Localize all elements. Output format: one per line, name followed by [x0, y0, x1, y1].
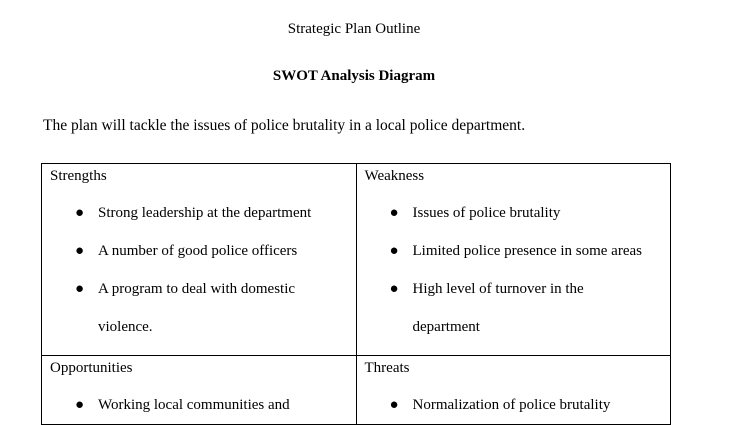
list-item-text-continued: department: [412, 319, 480, 335]
list-item-text: Normalization of police brutality: [412, 397, 611, 413]
bullet-icon: ●: [389, 243, 399, 259]
opportunities-cell: [42, 356, 357, 425]
bullet-icon: ●: [75, 243, 85, 259]
list-item: [365, 386, 671, 424]
list-item: [50, 386, 356, 424]
opportunities-heading: Opportunities: [50, 360, 133, 376]
list-item-text: High level of turnover in the: [412, 281, 584, 297]
bullet-icon: ●: [389, 205, 399, 221]
list-item-text: Working local communities and: [98, 397, 290, 413]
strengths-list: [50, 194, 356, 346]
document-title: Strategic Plan Outline: [287, 21, 421, 37]
weakness-heading: Weakness: [364, 168, 425, 184]
list-item-text: Issues of police brutality: [412, 205, 561, 221]
bullet-icon: ●: [389, 397, 399, 413]
threats-list: [365, 386, 671, 424]
list-item: [365, 194, 671, 232]
intro-paragraph: The plan will tackle the issues of police brutality in a local police department.: [43, 117, 526, 134]
weakness-cell: [356, 164, 671, 356]
list-item-text: A program to deal with domestic: [98, 281, 296, 297]
swot-table: [41, 163, 671, 425]
list-item: [365, 270, 671, 346]
bullet-icon: ●: [389, 281, 399, 297]
bullet-icon: ●: [75, 205, 85, 221]
list-item: [50, 232, 356, 270]
list-item-text: Limited police presence in some areas: [412, 243, 642, 259]
strengths-heading: Strengths: [50, 168, 107, 184]
threats-heading: Threats: [364, 360, 410, 376]
list-item: [50, 194, 356, 232]
list-item-text: Strong leadership at the department: [98, 205, 312, 221]
threats-cell: [356, 356, 671, 425]
weakness-list: [365, 194, 671, 346]
list-item: [50, 270, 356, 346]
list-item-text: A number of good police officers: [98, 243, 298, 259]
bullet-icon: ●: [75, 281, 85, 297]
section-title: SWOT Analysis Diagram: [272, 68, 436, 84]
opportunities-list: [50, 386, 356, 424]
list-item-text-continued: violence.: [98, 319, 153, 335]
list-item: [365, 232, 671, 270]
strengths-cell: [42, 164, 357, 356]
bullet-icon: ●: [75, 397, 85, 413]
